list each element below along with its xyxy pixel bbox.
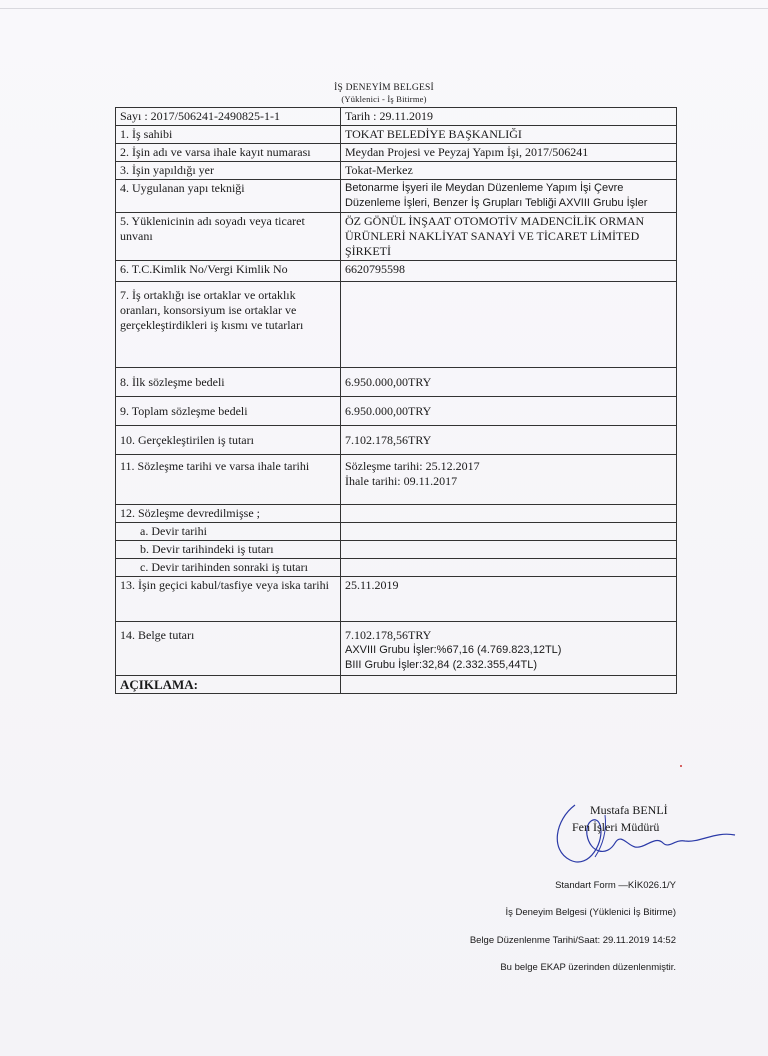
table-row xyxy=(116,144,677,162)
ink-dot xyxy=(680,765,682,767)
form-code: Standart Form —KİK026.1/Y xyxy=(555,880,676,891)
table-row xyxy=(116,559,677,577)
table-row xyxy=(116,426,677,455)
group-biii-amount: BIII Grubu İşler:32,84 (2.332.355,44TL) xyxy=(344,659,537,671)
row-value: Meydan Projesi ve Peyzaj Yapım İşi, 2017/506241 xyxy=(340,144,676,162)
row-value xyxy=(340,541,676,559)
experience-certificate-table xyxy=(115,107,677,694)
row-value: 6.950.000,00TRY xyxy=(340,397,676,426)
row-value xyxy=(340,505,676,523)
table-row xyxy=(116,108,677,126)
tender-date: İhale tarihi: 09.11.2017 xyxy=(344,474,458,488)
table-row xyxy=(116,261,677,282)
row-label: 6. T.C.Kimlik No/Vergi Kimlik No xyxy=(116,261,341,282)
row-label: 12. Sözleşme devredilmişse ; xyxy=(116,505,341,523)
table-row xyxy=(116,541,677,559)
row-value xyxy=(340,455,676,505)
row-value: 6620795598 xyxy=(340,261,676,282)
table-row xyxy=(116,126,677,144)
row-value: TOKAT BELEDİYE BAŞKANLIĞI xyxy=(340,126,676,144)
row-label: 10. Gerçekleştirilen iş tutarı xyxy=(116,426,341,455)
table-row xyxy=(116,622,677,676)
table-row xyxy=(116,368,677,397)
row-label: 8. İlk sözleşme bedeli xyxy=(116,368,341,397)
row-value: 25.11.2019 xyxy=(340,577,676,622)
row-value: 6.950.000,00TRY xyxy=(340,368,676,397)
document-title: İŞ DENEYİM BELGESİ xyxy=(334,83,434,93)
row-label: c. Devir tarihinden sonraki iş tutarı xyxy=(116,559,341,577)
row-value: Tokat-Merkez xyxy=(340,162,676,180)
table-row xyxy=(116,523,677,541)
row-label: b. Devir tarihindeki iş tutarı xyxy=(116,541,341,559)
table-row xyxy=(116,676,677,694)
table-row xyxy=(116,180,677,213)
row-label: 3. İşin yapıldığı yer xyxy=(116,162,341,180)
row-label: 2. İşin adı ve varsa ihale kayıt numarası xyxy=(116,144,341,162)
table-row xyxy=(116,282,677,368)
row-label: 9. Toplam sözleşme bedeli xyxy=(116,397,341,426)
row-label: 4. Uygulanan yapı tekniği xyxy=(116,180,341,213)
page-edge xyxy=(0,8,768,9)
row-label: 5. Yüklenicinin adı soyadı veya ticaret unvanı xyxy=(116,213,341,261)
date-cell: Tarih : 29.11.2019 xyxy=(340,108,676,126)
signatory-title: Fen İşleri Müdürü xyxy=(572,820,660,834)
row-value: ÖZ GÖNÜL İNŞAAT OTOMOTİV MADENCİLİK ORMAN ÜRÜNLERİ NAKLİYAT SANAYİ VE TİCARET LİMİTED ŞİRKETİ xyxy=(340,213,676,261)
row-value: 7.102.178,56TRY xyxy=(340,426,676,455)
row-label: 13. İşin geçici kabul/tasfiye veya iska tarihi xyxy=(116,577,341,622)
signatory-name: Mustafa BENLİ xyxy=(590,803,668,817)
row-label: 1. İş sahibi xyxy=(116,126,341,144)
created-datetime: Belge Düzenlenme Tarihi/Saat: 29.11.2019 14:52 xyxy=(469,935,676,946)
table-row xyxy=(116,577,677,622)
row-label: 7. İş ortaklığı ise ortaklar ve ortaklık oranları, konsorsiyum ise ortaklar ve gerçekleştirdikleri iş kısmı ve tutarları xyxy=(116,282,341,368)
table-row xyxy=(116,455,677,505)
document-type: İş Deneyim Belgesi (Yüklenici İş Bitirme) xyxy=(505,907,676,918)
row-label: a. Devir tarihi xyxy=(116,523,341,541)
row-value: Betonarme İşyeri ile Meydan Düzenleme Yapım İşi Çevre Düzenleme İşleri, Benzer İş Grupları Tebliği AXVIII Grubu İşler xyxy=(340,180,676,213)
row-value xyxy=(340,523,676,541)
table-row xyxy=(116,213,677,261)
contract-date: Sözleşme tarihi: 25.12.2017 xyxy=(344,459,480,473)
row-value xyxy=(340,676,676,694)
row-label: 11. Sözleşme tarihi ve varsa ihale tarihi xyxy=(116,455,341,505)
document-subtitle: (Yüklenici - İş Bitirme) xyxy=(341,94,427,104)
table-row xyxy=(116,162,677,180)
row-value xyxy=(340,622,676,676)
row-label: 14. Belge tutarı xyxy=(116,622,341,676)
group-axviii-amount: AXVIII Grubu İşler:%67,16 (4.769.823,12TL) xyxy=(344,644,562,656)
ekap-note: Bu belge EKAP üzerinden düzenlenmiştir. xyxy=(500,962,676,973)
explanation-label: AÇIKLAMA: xyxy=(116,676,341,694)
number-cell: Sayı : 2017/506241-2490825-1-1 xyxy=(116,108,341,126)
row-value xyxy=(340,282,676,368)
document-amount: 7.102.178,56TRY xyxy=(344,628,432,642)
table-row xyxy=(116,397,677,426)
table-row xyxy=(116,505,677,523)
row-value xyxy=(340,559,676,577)
